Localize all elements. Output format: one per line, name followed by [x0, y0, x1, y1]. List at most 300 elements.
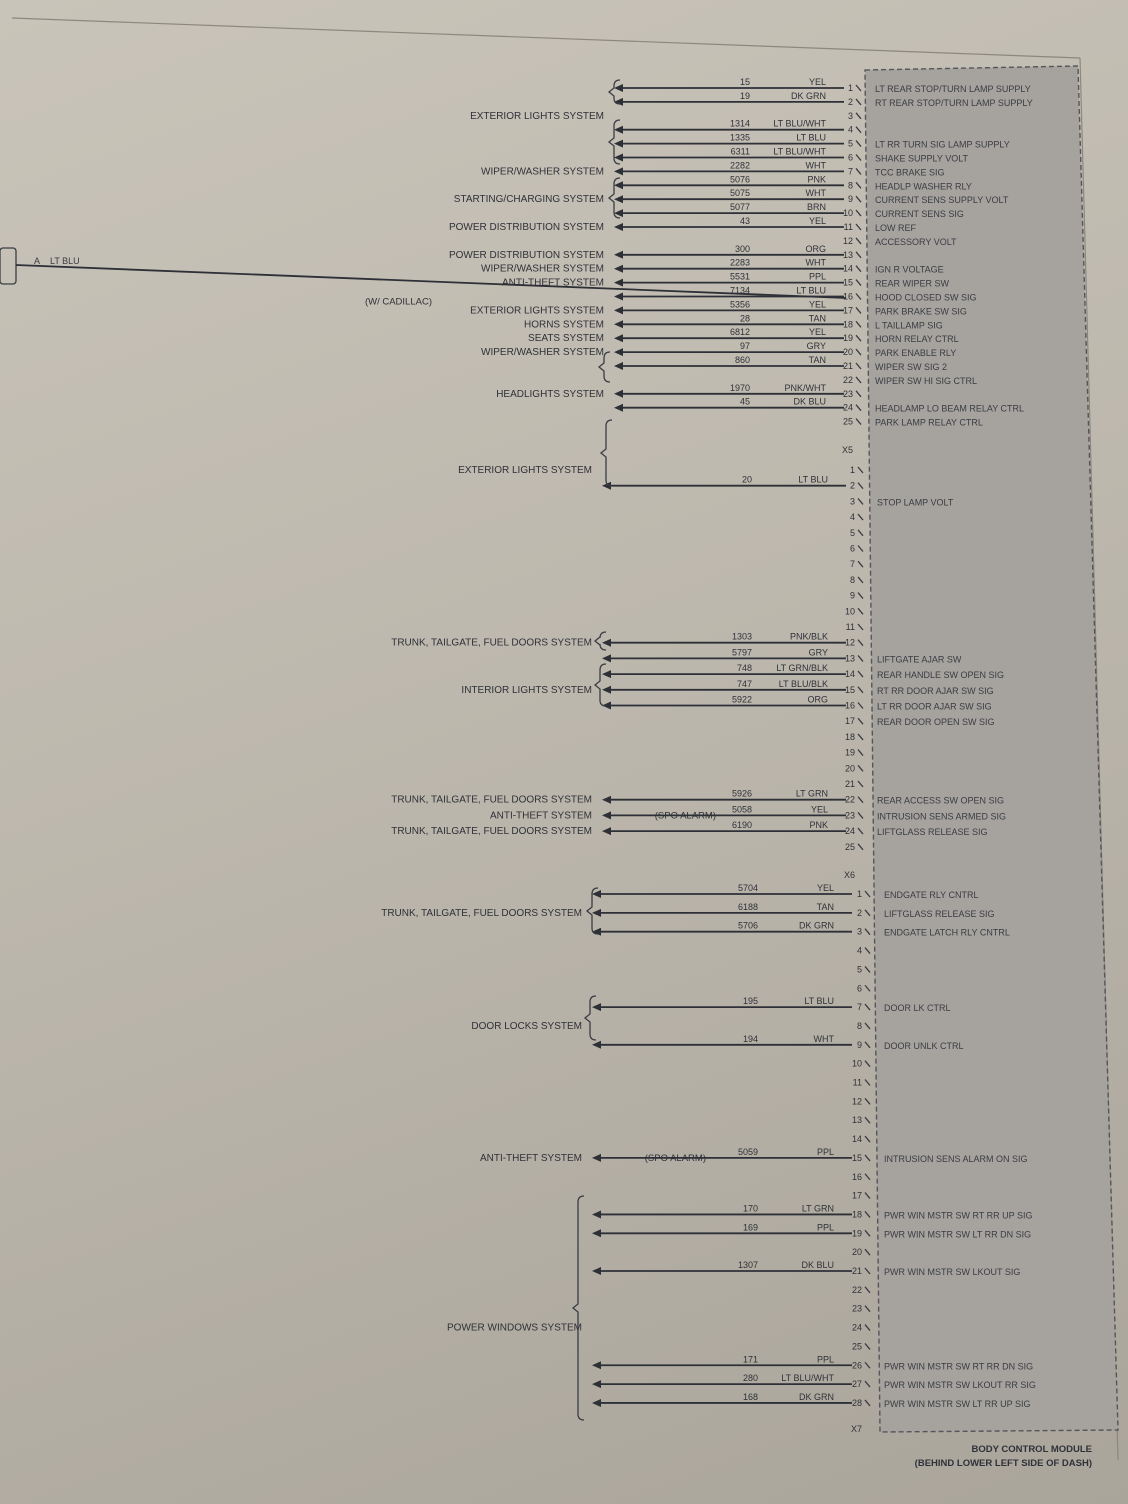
wire-color: LT BLU [796, 132, 826, 143]
pin-contact-mark [858, 750, 863, 756]
wire-color: PNK [807, 174, 826, 185]
circuit-number: 747 [736, 678, 752, 689]
pin-number: 8 [856, 1020, 862, 1031]
signal-name: ACCESSORY VOLT [875, 236, 957, 247]
wire-arrowhead [614, 126, 623, 134]
pin-contact-mark [858, 467, 863, 473]
system-label: SEATS SYSTEM [528, 333, 604, 345]
wire-color: ORG [805, 243, 826, 254]
pin-number: 12 [851, 1096, 862, 1107]
wire-color: ORG [807, 694, 828, 705]
circuit-number: 280 [742, 1373, 758, 1384]
pin-contact-mark [865, 1230, 870, 1236]
pin-contact-mark [865, 1287, 870, 1293]
pin-contact-mark [856, 224, 861, 230]
wire-color: LT BLU/WHT [781, 1373, 834, 1384]
pin-number: 13 [851, 1115, 862, 1126]
pin-number: 7 [856, 1002, 862, 1013]
circuit-number: 43 [739, 216, 750, 226]
signal-name: PWR WIN MSTR SW LKOUT RR SIG [884, 1380, 1036, 1391]
pin-contact-mark [865, 1023, 870, 1029]
wire-color: DK BLU [801, 1260, 834, 1270]
wire-color: LT BLU/WHT [773, 118, 826, 129]
wire-color: LT BLU [804, 996, 834, 1007]
signal-name: HEADLP WASHER RLY [875, 181, 972, 192]
circuit-number: 5356 [729, 299, 750, 310]
pin-number: 10 [842, 208, 853, 219]
pin-number: 15 [844, 684, 855, 695]
pin-contact-mark [865, 1061, 870, 1067]
pin-contact-mark [856, 85, 861, 91]
pin-number: 23 [851, 1303, 862, 1314]
signal-name: LIFTGATE AJAR SW [877, 654, 962, 665]
pin-contact-mark [856, 266, 861, 272]
wire-arrowhead [602, 827, 611, 835]
circuit-number: 300 [734, 243, 750, 254]
pin-contact-mark [856, 321, 861, 327]
signal-name: LT RR DOOR AJAR SW SIG [877, 701, 992, 712]
system-label: POWER DISTRIBUTION SYSTEM [448, 249, 604, 261]
pin-number: 6 [847, 152, 853, 163]
pin-number: 20 [851, 1247, 862, 1258]
wire-arrowhead [614, 362, 623, 370]
pin-contact-mark [856, 377, 861, 383]
pin-number: 21 [844, 779, 855, 789]
circuit-number: 194 [742, 1033, 758, 1044]
wire-color: YEL [808, 77, 826, 87]
pin-number: 11 [852, 1077, 862, 1088]
wire-color: DK GRN [790, 90, 826, 101]
signal-name: PARK BRAKE SW SIG [875, 306, 967, 317]
signal-name: REAR HANDLE SW OPEN SIG [877, 670, 1005, 681]
pin-number: 22 [844, 794, 855, 805]
wire-arrowhead [602, 639, 611, 647]
wire-color: WHT [813, 1033, 834, 1044]
pin-number: 8 [847, 180, 853, 191]
pin-number: 9 [856, 1039, 862, 1050]
pin-contact-mark [856, 252, 861, 258]
pin-contact-mark [865, 1325, 870, 1331]
pin-contact-mark [865, 1004, 870, 1010]
pin-number: 7 [847, 166, 853, 177]
pin-contact-mark [858, 703, 863, 709]
wire-arrowhead [592, 1041, 601, 1049]
system-group-brace [585, 996, 596, 1040]
pin-contact-mark [858, 530, 863, 536]
inline-connector-color: LT BLU [50, 256, 80, 266]
pin-number: 14 [844, 669, 855, 680]
system-label: STARTING/CHARGING SYSTEM [453, 194, 604, 206]
pin-number: 8 [849, 574, 855, 585]
signal-name: WIPER SW SIG 2 [875, 362, 948, 372]
pin-contact-mark [865, 1174, 870, 1180]
pin-contact-mark [858, 844, 863, 850]
wire-arrowhead [602, 654, 611, 662]
pin-contact-mark [858, 671, 863, 677]
system-label: EXTERIOR LIGHTS SYSTEM [458, 465, 592, 476]
pin-number: 13 [844, 653, 855, 664]
wire-color: WHT [805, 160, 826, 171]
pin-number: 9 [847, 194, 853, 205]
circuit-number: 97 [739, 341, 750, 352]
pin-contact-mark [858, 608, 863, 614]
circuit-number: 1307 [737, 1260, 758, 1270]
external-wire [16, 265, 846, 298]
circuit-number: 45 [739, 396, 750, 407]
pin-contact-mark [865, 985, 870, 991]
pin-contact-mark [856, 210, 861, 216]
pin-contact-mark [856, 168, 861, 174]
pin-number: 15 [851, 1152, 862, 1163]
pin-contact-mark [865, 1362, 870, 1368]
wire-color: DK BLU [793, 396, 826, 407]
system-label: WIPER/WASHER SYSTEM [481, 263, 604, 275]
circuit-number: 6812 [729, 327, 750, 338]
pin-number: 26 [851, 1360, 862, 1371]
connector-id: X5 [841, 445, 853, 455]
module-name: BODY CONTROL MODULE [971, 1444, 1092, 1455]
circuit-number: 169 [742, 1222, 758, 1233]
system-label: TRUNK, TAILGATE, FUEL DOORS SYSTEM [391, 637, 592, 649]
pin-number: 24 [842, 402, 853, 413]
system-label: TRUNK, TAILGATE, FUEL DOORS SYSTEM [381, 907, 582, 919]
pin-contact-mark [865, 1306, 870, 1312]
pin-number: 28 [851, 1397, 862, 1408]
pin-contact-mark [865, 910, 870, 916]
pin-number: 5 [849, 527, 855, 538]
signal-name: REAR ACCESS SW OPEN SIG [877, 795, 1005, 806]
pin-number: 3 [849, 496, 855, 507]
circuit-number: 1303 [731, 631, 752, 642]
pin-contact-mark [856, 280, 861, 286]
pin-number: 1 [849, 465, 855, 475]
signal-name: CURRENT SENS SIG [875, 209, 964, 220]
wire-color: GRY [806, 341, 826, 352]
system-label: HEADLIGHTS SYSTEM [496, 388, 604, 400]
inline-connector-body [0, 248, 16, 284]
signal-name: LT RR TURN SIG LAMP SUPPLY [875, 139, 1010, 150]
circuit-number: 28 [739, 313, 750, 324]
wire-color: LT BLU/BLK [778, 678, 828, 689]
pin-contact-mark [858, 483, 863, 489]
pin-number: 27 [851, 1379, 862, 1390]
pin-contact-mark [865, 929, 870, 935]
wire-arrowhead [592, 909, 601, 917]
circuit-number: 5797 [731, 647, 752, 658]
pin-number: 16 [844, 700, 855, 711]
pin-contact-mark [865, 1211, 870, 1217]
wire-color: WHT [805, 257, 826, 268]
system-label: TRUNK, TAILGATE, FUEL DOORS SYSTEM [391, 826, 592, 838]
wire-arrowhead [614, 84, 623, 92]
wire-color: LT GRN [795, 788, 828, 799]
system-label: TRUNK, TAILGATE, FUEL DOORS SYSTEM [391, 794, 592, 806]
pin-number: 6 [856, 983, 862, 994]
wire-arrowhead [614, 306, 623, 314]
pin-number: 25 [842, 416, 853, 427]
pin-contact-mark [865, 948, 870, 954]
wire-color: YEL [808, 299, 826, 310]
pin-contact-mark [856, 155, 861, 161]
pin-number: 1 [847, 83, 853, 93]
circuit-number: 5922 [731, 694, 752, 705]
wire-arrowhead [592, 1003, 601, 1011]
wire-arrowhead [592, 1399, 601, 1407]
pin-contact-mark [858, 828, 863, 834]
wire-color: YEL [810, 804, 828, 815]
wire-arrowhead [592, 1380, 601, 1388]
signal-name: LT REAR STOP/TURN LAMP SUPPLY [875, 84, 1031, 94]
wire-color: LT GRN [801, 1203, 834, 1214]
pin-number: 18 [844, 731, 855, 742]
circuit-number: 15 [739, 77, 750, 87]
pin-number: 17 [851, 1190, 862, 1201]
circuit-number: 5076 [729, 174, 750, 185]
pin-contact-mark [856, 127, 861, 133]
pin-contact-mark [856, 182, 861, 188]
system-group-brace [601, 420, 612, 486]
signal-name: HORN RELAY CTRL [875, 334, 959, 345]
signal-name: PWR WIN MSTR SW LT RR UP SIG [884, 1398, 1031, 1409]
system-label: ANTI-THEFT SYSTEM [479, 1152, 582, 1164]
pin-contact-mark [858, 797, 863, 803]
circuit-number: 168 [742, 1391, 758, 1402]
pin-contact-mark [856, 99, 861, 105]
circuit-number: 1335 [729, 132, 750, 143]
signal-name: DOOR UNLK CTRL [884, 1040, 964, 1051]
wire-arrowhead [592, 1210, 601, 1218]
signal-name: CURRENT SENS SUPPLY VOLT [875, 195, 1009, 206]
circuit-number: 2283 [729, 257, 750, 268]
option-note: (SPO ALARM) [644, 1152, 706, 1164]
pin-contact-mark [865, 1155, 870, 1161]
pin-number: 24 [851, 1322, 862, 1333]
system-label: ANTI-THEFT SYSTEM [489, 810, 592, 822]
pin-number: 18 [851, 1209, 862, 1220]
pin-contact-mark [856, 141, 861, 147]
pin-contact-mark [858, 655, 863, 661]
wire-color: TAN [816, 901, 834, 912]
signal-name: PWR WIN MSTR SW LKOUT SIG [884, 1267, 1021, 1277]
signal-name: IGN R VOLTAGE [875, 264, 944, 275]
pin-contact-mark [858, 812, 863, 818]
connector-id: X7 [850, 1424, 862, 1434]
wire-arrowhead [614, 334, 623, 342]
wire-color: PPL [808, 271, 826, 282]
system-label: EXTERIOR LIGHTS SYSTEM [470, 110, 604, 122]
signal-name: LIFTGLASS RELEASE SIG [877, 827, 988, 838]
circuit-number: 5531 [729, 271, 750, 282]
signal-name: HOOD CLOSED SW SIG [875, 292, 977, 303]
pin-contact-mark [856, 391, 861, 397]
system-label: POWER WINDOWS SYSTEM [447, 1322, 582, 1334]
wire-arrowhead [614, 195, 623, 203]
pin-contact-mark [858, 561, 863, 567]
signal-name: PARK LAMP RELAY CTRL [875, 417, 983, 428]
pin-contact-mark [858, 781, 863, 787]
pin-contact-mark [858, 498, 863, 504]
system-label: WIPER/WASHER SYSTEM [481, 347, 604, 359]
signal-name: RT REAR STOP/TURN LAMP SUPPLY [875, 97, 1033, 108]
wire-color: TAN [808, 313, 826, 324]
signal-name: PWR WIN MSTR SW RT RR DN SIG [884, 1361, 1034, 1372]
circuit-number: 5706 [737, 920, 758, 931]
pin-number: 16 [842, 291, 853, 302]
pin-contact-mark [865, 966, 870, 972]
wire-color: PPL [816, 1222, 834, 1233]
pin-number: 2 [847, 96, 853, 107]
pin-number: 23 [844, 810, 855, 821]
circuit-number: 7134 [729, 285, 750, 296]
pin-number: 4 [847, 124, 853, 135]
pin-contact-mark [865, 1193, 870, 1199]
circuit-number: 5077 [729, 202, 750, 213]
pin-number: 4 [856, 945, 862, 956]
wire-arrowhead [614, 279, 623, 287]
wire-color: DK GRN [798, 920, 834, 931]
wire-color: LT BLU [796, 285, 826, 296]
pin-contact-mark [858, 718, 863, 724]
pin-number: 23 [842, 388, 853, 399]
circuit-number: 6190 [731, 820, 752, 831]
pin-contact-mark [856, 307, 861, 313]
pin-contact-mark [865, 1080, 870, 1086]
pin-contact-mark [856, 238, 861, 244]
wire-arrowhead [614, 293, 623, 301]
pin-contact-mark [856, 363, 861, 369]
circuit-number: 195 [742, 996, 758, 1007]
pin-number: 7 [849, 559, 855, 570]
wire-color: PPL [816, 1146, 834, 1157]
wire-arrowhead [614, 167, 623, 175]
pin-contact-mark [858, 624, 863, 630]
wire-arrowhead [614, 154, 623, 162]
signal-name: WIPER SW HI SIG CTRL [875, 375, 978, 386]
wire-color: PNK/WHT [784, 382, 826, 393]
signal-name: DOOR LK CTRL [884, 1003, 951, 1014]
system-label: WIPER/WASHER SYSTEM [481, 166, 604, 178]
pin-number: 17 [842, 305, 853, 316]
pin-number: 5 [856, 964, 862, 975]
wire-color: GRY [808, 647, 828, 658]
pin-number: 22 [842, 374, 853, 385]
wire-arrowhead [614, 348, 623, 356]
system-group-brace [573, 1196, 584, 1420]
pin-contact-mark [865, 891, 870, 897]
connector-id: X6 [843, 870, 855, 880]
system-label: ANTI-THEFT SYSTEM [501, 277, 604, 289]
option-note: (SPO ALARM) [654, 810, 716, 822]
circuit-number: 860 [734, 355, 750, 365]
pin-contact-mark [858, 593, 863, 599]
circuit-number: 170 [742, 1203, 758, 1214]
signal-name: RT RR DOOR AJAR SW SIG [877, 685, 994, 696]
signal-name: PARK ENABLE RLY [875, 348, 957, 359]
circuit-number: 5704 [737, 883, 758, 893]
signal-name: INTRUSION SENS ALARM ON SIG [884, 1153, 1028, 1164]
wire-arrowhead [592, 1229, 601, 1237]
wire-arrowhead [592, 1267, 601, 1275]
pin-number: 25 [844, 841, 855, 852]
pin-number: 25 [851, 1341, 862, 1352]
signal-name: REAR DOOR OPEN SW SIG [877, 717, 995, 728]
wire-arrowhead [592, 1154, 601, 1162]
signal-name: STOP LAMP VOLT [877, 497, 954, 508]
pin-number: 12 [844, 637, 855, 648]
wire-color: DK GRN [798, 1391, 834, 1402]
circuit-number: 171 [742, 1354, 758, 1365]
pin-contact-mark [858, 640, 863, 646]
signal-name: LIFTGLASS RELEASE SIG [884, 908, 995, 919]
pin-contact-mark [856, 335, 861, 341]
pin-contact-mark [856, 419, 861, 425]
pin-number: 2 [856, 907, 862, 918]
wire-arrowhead [614, 181, 623, 189]
system-label: EXTERIOR LIGHTS SYSTEM [470, 305, 604, 317]
wire-color: YEL [808, 327, 826, 338]
pin-contact-mark [856, 294, 861, 300]
circuit-number: 20 [741, 474, 752, 485]
pin-number: 10 [844, 606, 855, 617]
pin-number: 16 [851, 1171, 862, 1182]
wire-color: PNK [809, 820, 828, 831]
circuit-number: 5926 [731, 788, 752, 799]
wire-color: WHT [805, 188, 826, 199]
wire-arrowhead [614, 390, 623, 398]
pin-contact-mark [856, 349, 861, 355]
signal-name: ENDGATE RLY CNTRL [884, 890, 979, 900]
pin-number: 5 [847, 138, 853, 149]
circuit-number: 6311 [730, 146, 750, 157]
pin-contact-mark [856, 113, 861, 119]
option-note: (W/ CADILLAC) [364, 296, 432, 308]
signal-name: REAR WIPER SW [875, 278, 950, 289]
pin-contact-mark [865, 1042, 870, 1048]
wire-color: YEL [816, 883, 834, 893]
pin-number: 1 [856, 889, 862, 899]
wire-arrowhead [602, 811, 611, 819]
wire-arrowhead [614, 251, 623, 259]
wire-arrowhead [614, 223, 623, 231]
wire-color: BRN [806, 202, 826, 213]
pin-number: 15 [842, 277, 853, 288]
pin-contact-mark [858, 514, 863, 520]
signal-name: INTRUSION SENS ARMED SIG [877, 811, 1007, 822]
pin-number: 9 [849, 590, 855, 601]
circuit-number: 1970 [729, 382, 750, 393]
system-label: DOOR LOCKS SYSTEM [471, 1020, 582, 1032]
pin-contact-mark [858, 734, 863, 740]
pin-contact-mark [858, 546, 863, 552]
pin-contact-mark [858, 765, 863, 771]
pin-number: 12 [842, 235, 853, 246]
pin-contact-mark [865, 1136, 870, 1142]
circuit-number: 19 [739, 90, 750, 101]
pin-number: 13 [842, 249, 853, 260]
signal-name: HEADLAMP LO BEAM RELAY CTRL [875, 403, 1025, 414]
wire-arrowhead [614, 265, 623, 273]
pin-contact-mark [865, 1098, 870, 1104]
signal-name: TCC BRAKE SIG [875, 167, 945, 178]
pin-number: 21 [842, 361, 853, 371]
pin-number: 6 [849, 543, 855, 554]
circuit-number: 5059 [737, 1146, 758, 1157]
wire-color: YEL [808, 216, 826, 226]
pin-contact-mark [865, 1400, 870, 1406]
signal-name: ENDGATE LATCH RLY CNTRL [884, 927, 1010, 938]
wire-arrowhead [602, 686, 611, 694]
wire-arrowhead [614, 404, 623, 412]
